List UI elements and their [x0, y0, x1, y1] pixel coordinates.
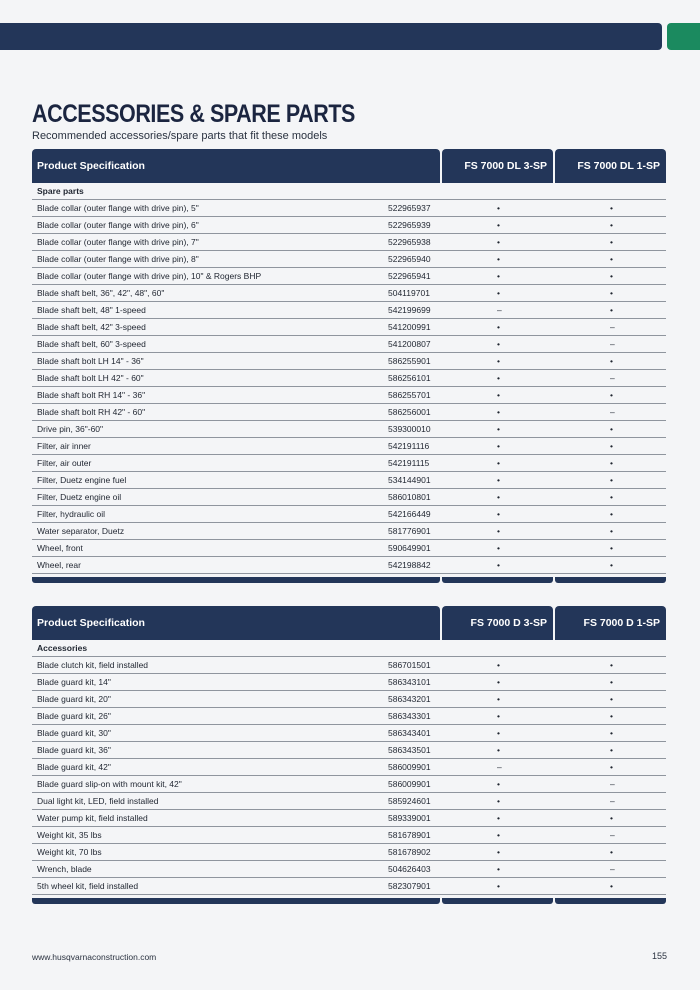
availability-mark: •: [497, 254, 500, 264]
table-row: [32, 319, 666, 336]
footer-bar: [555, 898, 666, 904]
table-row: [32, 657, 666, 674]
table-row: [32, 793, 666, 810]
product-name: Blade guard slip-on with mount kit, 42": [37, 779, 182, 789]
product-name: Blade shaft bolt RH 42" - 60": [37, 407, 146, 417]
part-number: 581776901: [388, 526, 431, 536]
product-name: Weight kit, 35 lbs: [37, 830, 102, 840]
part-number: 586255901: [388, 356, 431, 366]
product-name: Filter, air outer: [37, 458, 92, 468]
model-column-header: FS 7000 DL 3-SP: [442, 149, 553, 183]
footer-bar: [32, 577, 440, 583]
table-row: [32, 387, 666, 404]
table-row: [32, 302, 666, 319]
part-number: 586343101: [388, 677, 431, 687]
availability-mark: •: [497, 830, 500, 840]
product-name: Blade guard kit, 30": [37, 728, 111, 738]
availability-mark: •: [610, 203, 613, 213]
product-name: Blade collar (outer flange with drive pin), 8": [37, 254, 199, 264]
product-name: Blade shaft bolt RH 14" - 36": [37, 390, 146, 400]
availability-mark: –: [610, 373, 615, 383]
table-row: [32, 776, 666, 793]
table-row: [32, 217, 666, 234]
availability-mark: •: [497, 813, 500, 823]
availability-mark: •: [610, 526, 613, 536]
availability-mark: •: [497, 492, 500, 502]
part-number: 589339001: [388, 813, 431, 823]
section-label: Spare parts: [32, 183, 666, 200]
part-number: 585924601: [388, 796, 431, 806]
spare-parts-table: [32, 149, 666, 583]
table-row: [32, 540, 666, 557]
part-number: 542191115: [388, 458, 430, 468]
table-row: [32, 489, 666, 506]
part-number: 590649901: [388, 543, 431, 553]
availability-mark: •: [610, 271, 613, 281]
part-number: 586343301: [388, 711, 431, 721]
part-number: 542199699: [388, 305, 431, 315]
footer-bar: [555, 577, 666, 583]
footer-bar: [32, 898, 440, 904]
table-row: [32, 878, 666, 895]
product-name: Blade shaft belt, 60" 3-speed: [37, 339, 146, 349]
availability-mark: •: [497, 796, 500, 806]
part-number: 586010801: [388, 492, 431, 502]
availability-mark: •: [610, 237, 613, 247]
product-name: 5th wheel kit, field installed: [37, 881, 139, 891]
availability-mark: •: [610, 441, 613, 451]
part-number: 522965939: [388, 220, 431, 230]
table-row: [32, 557, 666, 574]
availability-mark: •: [497, 271, 500, 281]
part-number: 586343401: [388, 728, 431, 738]
availability-mark: •: [610, 458, 613, 468]
footer-bar: [442, 577, 553, 583]
table-row: [32, 810, 666, 827]
product-name: Blade guard kit, 20": [37, 694, 111, 704]
availability-mark: •: [610, 424, 613, 434]
table-row: [32, 759, 666, 776]
table-row: [32, 691, 666, 708]
part-number: 522965937: [388, 203, 431, 213]
product-name: Blade shaft belt, 42" 3-speed: [37, 322, 146, 332]
availability-mark: •: [497, 847, 500, 857]
availability-mark: •: [610, 813, 613, 823]
availability-mark: •: [497, 745, 500, 755]
product-name: Blade collar (outer flange with drive pin), 7": [37, 237, 199, 247]
model-column-header: FS 7000 D 1-SP: [555, 606, 666, 640]
product-name: Blade shaft belt, 48" 1-speed: [37, 305, 146, 315]
table-row: [32, 251, 666, 268]
availability-mark: •: [497, 864, 500, 874]
part-number: 542166449: [388, 509, 431, 519]
availability-mark: •: [497, 543, 500, 553]
availability-mark: –: [497, 762, 502, 772]
table-header: [32, 606, 666, 640]
product-name: Water pump kit, field installed: [37, 813, 148, 823]
part-number: 581678901: [388, 830, 431, 840]
product-name: Blade collar (outer flange with drive pin), 6": [37, 220, 199, 230]
availability-mark: •: [497, 728, 500, 738]
availability-mark: •: [497, 288, 500, 298]
product-name: Blade shaft belt, 36", 42", 48", 60": [37, 288, 165, 298]
table-row: [32, 404, 666, 421]
part-number: 534144901: [388, 475, 431, 485]
model-column-header: FS 7000 DL 1-SP: [555, 149, 666, 183]
availability-mark: •: [497, 356, 500, 366]
availability-mark: –: [610, 796, 615, 806]
table-row: [32, 234, 666, 251]
product-name: Wrench, blade: [37, 864, 92, 874]
table-footer: [32, 577, 666, 583]
table-row: [32, 455, 666, 472]
part-number: 586343201: [388, 694, 431, 704]
availability-mark: •: [497, 390, 500, 400]
part-number: 582307901: [388, 881, 431, 891]
product-name: Blade guard kit, 14": [37, 677, 111, 687]
availability-mark: •: [497, 560, 500, 570]
product-name: Blade guard kit, 36": [37, 745, 111, 755]
availability-mark: –: [610, 322, 615, 332]
product-name: Blade collar (outer flange with drive pin), 5": [37, 203, 199, 213]
availability-mark: •: [610, 475, 613, 485]
table-row: [32, 370, 666, 387]
availability-mark: •: [610, 305, 613, 315]
product-name: Drive pin, 36"-60": [37, 424, 104, 434]
availability-mark: •: [497, 694, 500, 704]
product-name: Blade shaft bolt LH 42" - 60": [37, 373, 144, 383]
availability-mark: •: [610, 728, 613, 738]
table-row: [32, 861, 666, 878]
product-name: Blade guard kit, 26": [37, 711, 111, 721]
product-name: Blade clutch kit, field installed: [37, 660, 149, 670]
availability-mark: –: [610, 407, 615, 417]
availability-mark: •: [497, 711, 500, 721]
table-row: [32, 438, 666, 455]
table-footer: [32, 898, 666, 904]
availability-mark: •: [497, 509, 500, 519]
availability-mark: •: [497, 322, 500, 332]
availability-mark: •: [497, 407, 500, 417]
part-number: 539300010: [388, 424, 431, 434]
part-number: 586256101: [388, 373, 431, 383]
model-column-header: FS 7000 D 3-SP: [442, 606, 553, 640]
availability-mark: •: [497, 237, 500, 247]
table-header: [32, 149, 666, 183]
table-body: [32, 657, 666, 895]
table-row: [32, 506, 666, 523]
product-name: Weight kit, 70 lbs: [37, 847, 102, 857]
part-number: 581678902: [388, 847, 431, 857]
part-number: 586009901: [388, 779, 431, 789]
availability-mark: •: [610, 745, 613, 755]
availability-mark: •: [610, 390, 613, 400]
availability-mark: •: [497, 660, 500, 670]
footer-website-link[interactable]: www.husqvarnaconstruction.com: [32, 952, 157, 962]
availability-mark: •: [497, 339, 500, 349]
availability-mark: •: [610, 694, 613, 704]
part-number: 586343501: [388, 745, 431, 755]
availability-mark: •: [610, 560, 613, 570]
availability-mark: •: [610, 847, 613, 857]
product-name: Dual light kit, LED, field installed: [37, 796, 159, 806]
product-spec-header: Product Specification: [32, 606, 440, 640]
availability-mark: –: [610, 864, 615, 874]
table-row: [32, 421, 666, 438]
part-number: 504626403: [388, 864, 431, 874]
part-number: 541200807: [388, 339, 431, 349]
table-row: [32, 708, 666, 725]
part-number: 586701501: [388, 660, 431, 670]
table-row: [32, 353, 666, 370]
availability-mark: •: [610, 660, 613, 670]
availability-mark: •: [610, 762, 613, 772]
product-name: Filter, Duetz engine oil: [37, 492, 122, 502]
part-number: 504119701: [388, 288, 430, 298]
top-accent-tab: [667, 23, 700, 50]
availability-mark: •: [497, 475, 500, 485]
product-name: Blade shaft bolt LH 14" - 36": [37, 356, 144, 366]
part-number: 522965938: [388, 237, 431, 247]
availability-mark: –: [497, 305, 502, 315]
product-name: Wheel, front: [37, 543, 83, 553]
availability-mark: •: [497, 779, 500, 789]
table-row: [32, 336, 666, 353]
part-number: 522965941: [388, 271, 431, 281]
table-row: [32, 725, 666, 742]
availability-mark: •: [610, 492, 613, 502]
product-name: Filter, hydraulic oil: [37, 509, 106, 519]
availability-mark: •: [610, 254, 613, 264]
part-number: 541200991: [388, 322, 431, 332]
availability-mark: •: [610, 220, 613, 230]
availability-mark: •: [497, 373, 500, 383]
product-name: Blade collar (outer flange with drive pin), 10" & Rogers BHP: [37, 271, 262, 281]
availability-mark: •: [610, 356, 613, 366]
part-number: 542191116: [388, 441, 430, 451]
availability-mark: –: [610, 779, 615, 789]
page-title: ACCESSORIES & SPARE PARTS: [32, 100, 355, 128]
part-number: 542198842: [388, 560, 431, 570]
availability-mark: •: [497, 458, 500, 468]
page-subtitle: Recommended accessories/spare parts that fit these models: [32, 130, 328, 142]
availability-mark: •: [610, 677, 613, 687]
table-row: [32, 844, 666, 861]
availability-mark: •: [497, 526, 500, 536]
product-spec-header: Product Specification: [32, 149, 440, 183]
availability-mark: –: [610, 339, 615, 349]
footer-bar: [442, 898, 553, 904]
table-row: [32, 742, 666, 759]
product-name: Wheel, rear: [37, 560, 81, 570]
table-body: [32, 200, 666, 574]
table-row: [32, 200, 666, 217]
availability-mark: •: [497, 203, 500, 213]
product-name: Filter, air inner: [37, 441, 91, 451]
availability-mark: –: [610, 830, 615, 840]
availability-mark: •: [610, 509, 613, 519]
table-row: [32, 268, 666, 285]
top-banner-bar: [0, 23, 662, 50]
availability-mark: •: [497, 881, 500, 891]
part-number: 586256001: [388, 407, 431, 417]
availability-mark: •: [610, 881, 613, 891]
table-row: [32, 827, 666, 844]
accessories-table: [32, 606, 666, 904]
availability-mark: •: [497, 220, 500, 230]
availability-mark: •: [610, 711, 613, 721]
page-number: 155: [652, 951, 668, 961]
table-row: [32, 674, 666, 691]
availability-mark: •: [610, 288, 613, 298]
availability-mark: •: [497, 677, 500, 687]
part-number: 586255701: [388, 390, 431, 400]
product-name: Blade guard kit, 42": [37, 762, 111, 772]
availability-mark: •: [497, 441, 500, 451]
table-row: [32, 523, 666, 540]
part-number: 586009901: [388, 762, 431, 772]
table-row: [32, 472, 666, 489]
availability-mark: •: [497, 424, 500, 434]
availability-mark: •: [610, 543, 613, 553]
product-name: Water separator, Duetz: [37, 526, 125, 536]
part-number: 522965940: [388, 254, 431, 264]
table-row: [32, 285, 666, 302]
product-name: Filter, Duetz engine fuel: [37, 475, 127, 485]
section-label: Accessories: [32, 640, 666, 657]
